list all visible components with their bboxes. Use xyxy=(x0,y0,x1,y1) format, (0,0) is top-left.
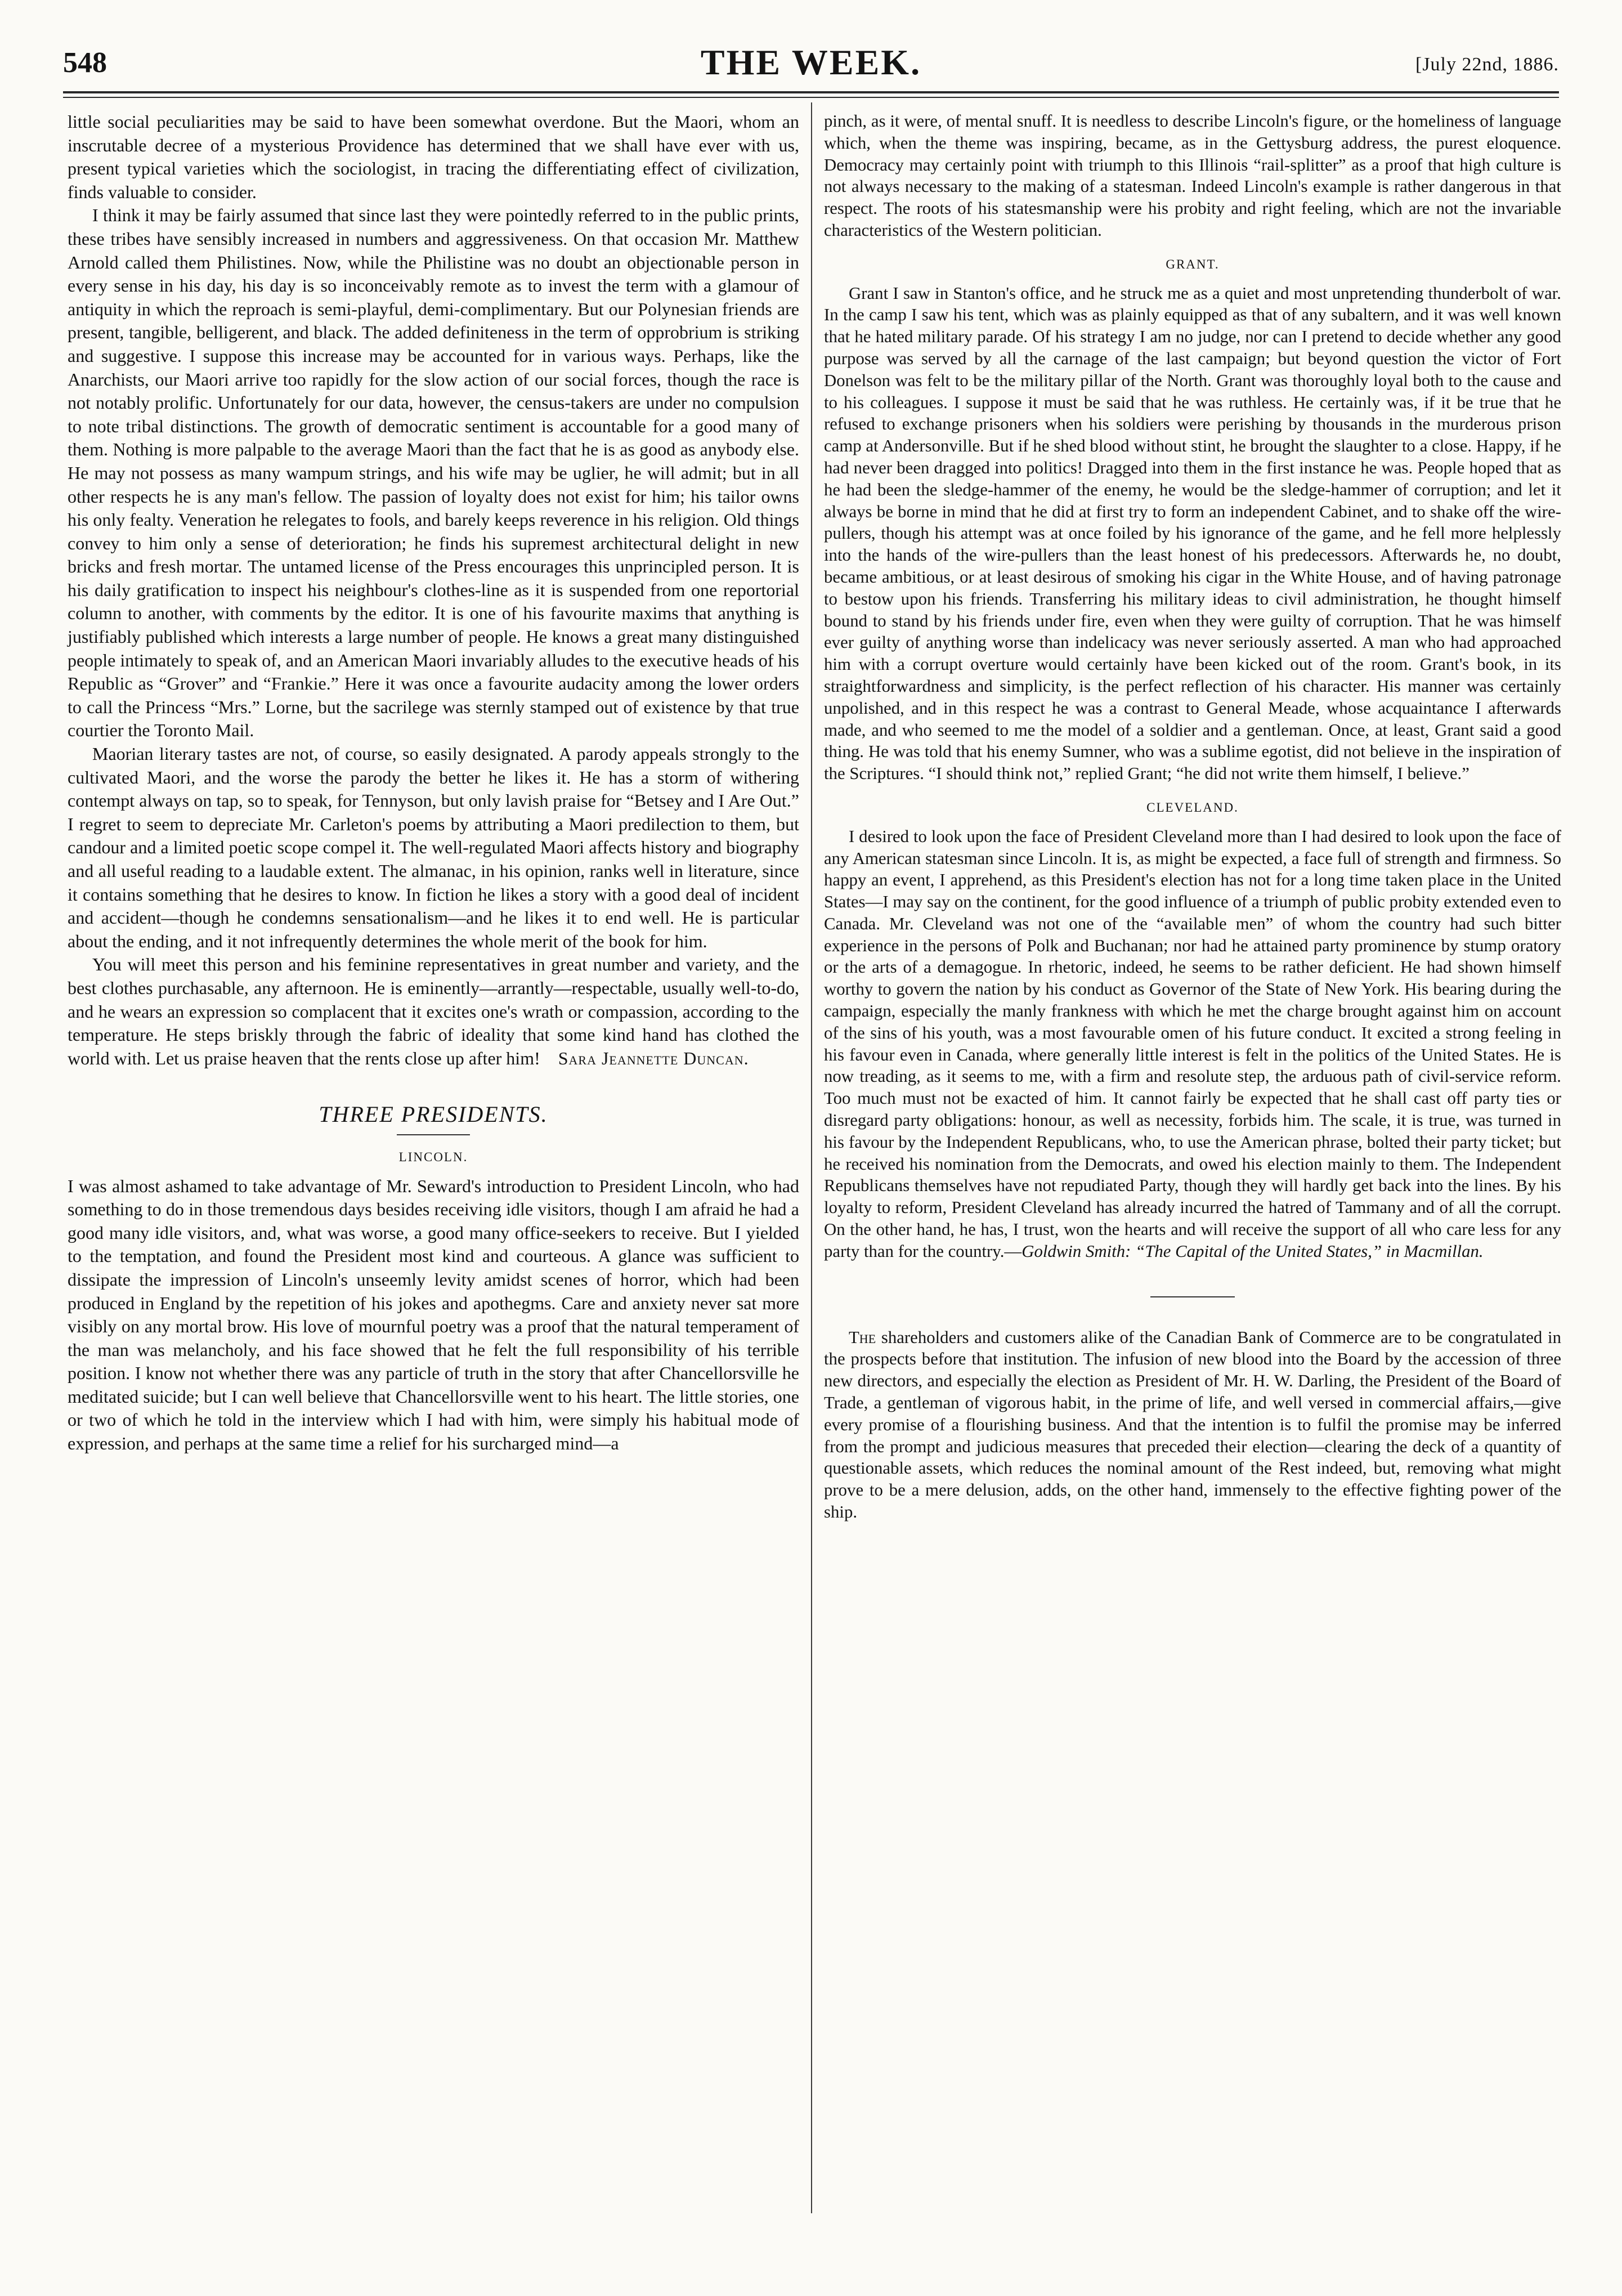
cleveland-text: I desired to look upon the face of President Cleveland more than I had desired to look upon the face of any American statesman since Lincoln. It is, as might be expected, a face full of strength and firmness. So happy an event, I apprehend, as this President's election has not for a long time taken place in the United States—I may say on the continent, for the good influence of a triumph of public probity extended even to Canada. Mr. Cleveland was not one of the “available men” of whom the country had such bitter experience in the persons of Polk and Buchanan; nor had he attained party prominence by stump oratory or the arts of a demagogue. In rhetoric, indeed, he seems to be rather deficient. He had shown himself worthy to govern the nation by his conduct as Governor of the State of New York. His bearing during the campaign, especially the manly frankness with which he met the charge brought against him on account of the sins of his youth, was a most favourable omen of his future conduct. It excited a strong feeling in his favour even in Canada, where generally little interest is felt in the politics of the United States. He is now treading, as it seems to me, with a firm and resolute step, the arduous path of civil-service reform. Too much must not be exacted of him. It cannot fairly be expected that he shall cast off party ties or disregard party obligations: honour, as well as necessity, forbids him. The scale, it is true, was turned in his favour by the Independent Republicans, who, to use the American phrase, bolted their party ticket; but he received his nomination from the Democrats, and owed his election mainly to them. The Independent Republicans themselves have not repudiated Party, though they will hardly get back into the lines. By his loyalty to reform, President Cleveland has already incurred the hatred of Tammany and of all the corrupt. On the other hand, he has, I trust, won the hearts and will receive the support of all who care less for any party than for the country.— xyxy=(824,826,1561,1261)
source-citation: Goldwin Smith: “The Capital of the United States,” in Macmillan. xyxy=(1021,1241,1484,1261)
column-divider xyxy=(811,102,812,2213)
author-signature: Sara Jeannette Duncan. xyxy=(558,1048,749,1068)
lincoln-paragraph-continued: pinch, as it were, of mental snuff. It is needless to describe Lincoln's figure, or the homeliness of language which, when the theme was inspiring, became, as in the Gettysburg address, the purest eloquence. Democracy may certainly point with triumph to this Illinois “rail-splitter” as a proof that high culture is not always necessary to the making of a statesman. Indeed Lincoln's example is rather dangerous in that respect. The roots of his statesmanship were his probity and right feeling, which are not the invariable characteristics of the Western politician. xyxy=(824,111,1561,240)
subhead-cleveland: CLEVELAND. xyxy=(1146,800,1239,814)
page-header xyxy=(63,39,1559,84)
grant-paragraph: Grant I saw in Stanton's office, and he struck me as a quiet and most unpretending thunderbolt of war. In the camp I saw his tent, which was as plainly equipped as that of any subaltern, and it was well known that he hated military parade. Of his strategy I am no judge, nor can I pretend to decide whether any good purpose was served by all the carnage of the last campaign; but beyond question the victor of Fort Donelson was felt to be the military pillar of the North. Grant was thoroughly loyal both to the cause and to his colleagues. I suppose it must be said that he was ruthless. He certainly was, if it be true that he refused to exchange prisoners when his soldiers were perishing by thousands in the murderous prison camp at Andersonville. But if he shed blood without stint, he brought the slaughter to a close. Happy, if he had never been dragged into politics! Dragged into them in the first instance he was. People hoped that as he had been the sledge-hammer of the enemy, he would be the sledge-hammer of corruption; and let it always be borne in mind that he did at first try to form an independent Cabinet, and to shake off the wire-pullers, though his attempt was at once foiled by his ignorance of the game, and he fell more helplessly into the hands of the wire-pullers than the least honest of his predecessors. Afterwards he, no doubt, became ambitious, or at least desirous of smoking his cigar in the White House, and of having patronage to bestow upon his friends. Transferring his military ideas to civil administration, he thought himself bound to stand by his friends under fire, even when they were guilty of corruption. That he was himself ever guilty of anything worse than indelicacy was never seriously asserted. A man who had approached him with a corrupt overture would certainly have been kicked out of the room. Grant's book, in its straightforwardness and simplicity, is the perfect reflection of his character. His manner was certainly unpolished, and in this respect he was a contrast to General Meade, whose acquaintance I afterwards made, and who seemed to me the model of a soldier and a gentleman. Once, at least, Grant said a good thing. He was told that his enemy Sumner, who was a sublime egotist, did not believe in the inspiration of the Scriptures. “I should think not,” replied Grant; “he did not write them himself, I believe.” xyxy=(824,283,1561,784)
bank-text: shareholders and customers alike of the Canadian Bank of Commerce are to be congratulated in the prospects before that institution. The infusion of new blood into the Board by the accession of three new directors, and especially the election as President of Mr. H. W. Darling, the President of the Board of Trade, a gentleman of vigorous habit, in the prime of life, and well versed in commercial affairs,—give every promise of a flourishing business. And that the intention is to fulfil the promise may be inferred from the prompt and judicious measures that preceded their election—clearing the deck of a quantity of questionable assets, which reduces the nominal amount of the Rest indeed, but, removing what might prove to be a mere delusion, adds, on the other hand, immensely to the effective fighting power of the ship. xyxy=(824,1327,1561,1522)
article-separator xyxy=(1150,1296,1235,1297)
section-rule xyxy=(397,1134,470,1135)
page-number: 548 xyxy=(63,47,107,79)
subhead-lincoln: LINCOLN. xyxy=(398,1149,468,1164)
section-title: THREE PRESIDENTS. xyxy=(319,1102,548,1127)
essay-paragraph-final xyxy=(68,953,799,1070)
right-column xyxy=(824,110,1561,1523)
lincoln-paragraph: I was almost ashamed to take advantage of Mr. Seward's introduction to President Lincoln, who had something to do in those tremendous days besides receiving idle visitors, though I am afraid he had a good many idle visitors, and, what was worse, a good many office-seekers to receive. But I yielded to the temptation, and found the President most kind and courteous. A glance was sufficient to dissipate the impression of Lincoln's unseemly levity amidst scenes of horror, which had been produced in England by the repetition of his jokes and apothegms. Care and anxiety never sat more visibly on any mortal brow. His love of mournful poetry was a proof that the natural temperament of the man was melancholy, and his face showed that he felt the full responsibility of his terrible position. I know not whether there was any particle of truth in the story that after Chancellorsville he meditated suicide; but I can well believe that Chancellorsville went to his heart. The little stories, one or two of which he told in the interview which I had with him, were simply his habitual mode of expression, and perhaps at the same time a relief for his surcharged mind—a xyxy=(68,1175,799,1454)
left-column xyxy=(68,110,799,1456)
essay-paragraph: Maorian literary tastes are not, of course, so easily designated. A parody appeals strongly to the cultivated Maori, and the worse the parody the better he likes it. He has a storm of withering contempt always on tap, so to speak, for Tennyson, but only lavish praise for “Betsey and I Are Out.” I regret to seem to depreciate Mr. Carleton's poems by attributing a Maori predilection to them, but candour and a limited poetic scope compel it. The well-regulated Maori affects history and biography and all useful reading to a laudable extent. The almanac, in his opinion, ranks well in literature, since it contains something that he desires to know. In fiction he likes a story with a good deal of incident and accident—though he condemns sensationalism—and he likes it to end well. He is particular about the ending, and it not infrequently determines the whole merit of the book for him. xyxy=(68,744,799,951)
essay-paragraph-text: You will meet this person and his feminine representatives in great number and variety, and the best clothes purchasable, any afternoon. He is eminently—arrantly—respectable, usually well-to-do, and he wears an expression so complacent that it excites one's wrath or compassion, according to the temperature. He steps briskly through the fabric of ideality that some kind hand has clothed the world with. Let us praise heaven that the rents close up after him! xyxy=(68,954,799,1068)
header-rule-thin xyxy=(63,97,1559,98)
header-rule-thick xyxy=(63,91,1559,93)
essay-paragraph: I think it may be fairly assumed that since last they were pointedly referred to in the public prints, these tribes have sensibly increased in numbers and aggressiveness. On that occasion Mr. Matthew Arnold called them Philistines. Now, while the Philistine was no doubt an objectionable person in every sense in his day, his day is so inconceivably remote as to invest the term with a glamour of antiquity in which the reproach is semi-playful, demi-complimentary. But our Polynesian friends are present, tangible, belligerent, and black. The added definiteness in the term of opprobrium is striking and suggestive. I suppose this increase may be accounted for in various ways. Perhaps, like the Anarchists, our Maori arrive too rapidly for the slow action of our social forces, though the race is not notably prolific. Unfortunately for our data, however, the census-takers are under no compulsion to note tribal distinctions. The growth of democratic sentiment is accountable for a good many of them. Nothing is more palpable to the average Maori than the fact that he is as good as anybody else. He may not possess as many wampum strings, and his wife may be uglier, he will admit; but in all other respects he is any man's fellow. The passion of loyalty does not exist for him; his tailor owns his only fealty. Veneration he relegates to fools, and barely keeps reverence in his religion. Old things convey to him only a sense of deterioration; he finds his supremest architectural delight in new bricks and fresh mortar. The untamed license of the Press encourages this unprincipled person. It is his daily gratification to inspect his neighbour's clothes-line as it is suspended from one reportorial column to another, with comments by the editor. It is one of his favourite maxims that anything is justifiably published which interests a large number of people. He knows a great many distinguished people intimately to speak of, and an American Maori invariably alludes to the executive heads of his Republic as “Grover” and “Frankie.” Here it was once a favourite audacity among the lower orders to call the Princess “Mrs.” Lorne, but the sacrilege was sternly stamped out of existence by that true courtier the Toronto Mail. xyxy=(68,205,799,741)
subhead-grant: GRANT. xyxy=(1166,257,1220,271)
issue-date: [July 22nd, 1886. xyxy=(1415,54,1559,75)
essay-paragraph: little social peculiarities may be said to have been somewhat overdone. But the Maori, whom an inscrutable decree of a mysterious Providence has determined that we shall have ever with us, present typical varieties which the sociologist, in tracing the differentiating effect of civilization, finds valuable to consider. xyxy=(68,111,799,202)
masthead-title: THE WEEK. xyxy=(700,42,922,82)
bank-paragraph xyxy=(824,1327,1561,1523)
bank-lead-word: The xyxy=(849,1327,876,1347)
cleveland-paragraph xyxy=(824,826,1561,1263)
